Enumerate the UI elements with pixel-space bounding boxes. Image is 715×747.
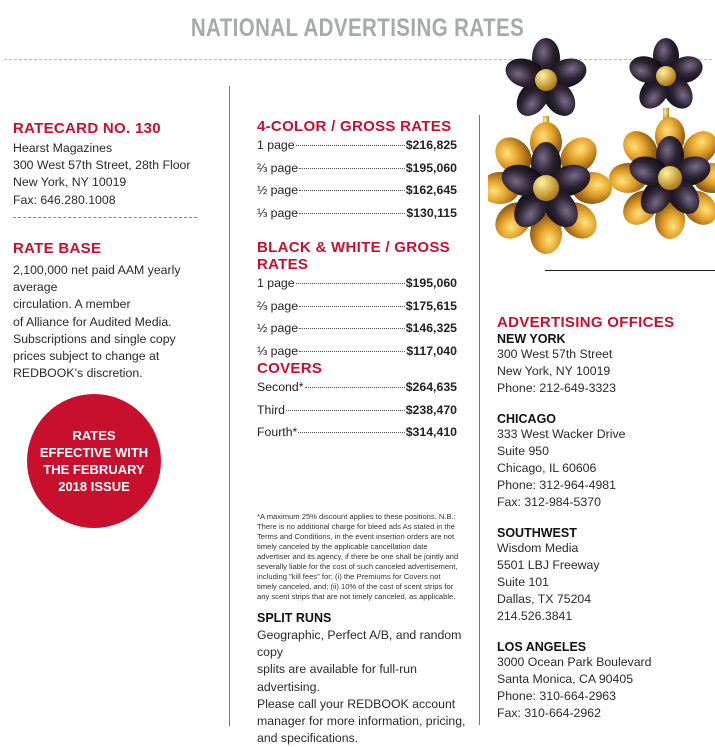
rate-label: ½ page	[257, 321, 299, 336]
covers-section	[257, 360, 457, 448]
effective-date-badge	[27, 394, 161, 528]
bw-section	[257, 239, 457, 366]
badge-line: RATES	[72, 428, 116, 443]
column-divider	[479, 115, 480, 725]
rate-value: $162,645	[405, 183, 457, 198]
office-los-angeles	[497, 640, 707, 723]
rate-base-line: circulation. A member	[13, 297, 131, 312]
four-color-section	[257, 118, 457, 228]
rate-row	[257, 321, 457, 344]
split-runs-line: splits are available for full-run advertising.	[257, 662, 417, 694]
rate-row	[257, 403, 457, 426]
fine-print: *A maximum 25% discount applies to these positions. N.B.: There is no additional charge for bleed ads As stated in the Terms and Conditions, in the event insertion orders are not timely canceled by the applicable cancellation date advertiser and its agency, if there be one shall be jointly and severally liable for the cost of such canceled advertisement, including "kill fees" for: (i) the Premiums for Covers not timely canceled, and; (ii) 10% of the cost of scent strips for any scent strips that are not timely canceled, as applicable.	[257, 512, 459, 601]
rate-row	[257, 183, 457, 206]
rate-row	[257, 161, 457, 184]
rate-row	[257, 206, 457, 229]
rate-value: $238,470	[405, 402, 457, 417]
split-runs-line: Geographic, Perfect A/B, and random copy	[257, 628, 462, 660]
split-runs-line: manager for more information, pricing,	[257, 714, 466, 729]
rate-row	[257, 299, 457, 322]
rate-label: Second*	[257, 380, 304, 394]
office-southwest	[497, 526, 707, 626]
rate-row	[257, 425, 457, 448]
ratecard-line: 300 West 57th Street, 28th Floor	[13, 158, 191, 173]
bw-heading: BLACK & WHITE / GROSS RATES	[257, 239, 450, 273]
office-line: 5501 LBJ Freeway	[497, 557, 600, 572]
office-line: Suite 950	[497, 443, 549, 458]
rate-label: ⅓ page	[257, 343, 299, 358]
rate-value: $314,410	[405, 425, 457, 440]
office-line: Fax: 312-984-5370	[497, 495, 601, 510]
offices-heading: ADVERTISING OFFICES	[497, 314, 675, 331]
office-line: Suite 101	[497, 575, 549, 590]
rate-label: ⅔ page	[257, 298, 299, 313]
office-name: CHICAGO	[497, 411, 557, 426]
rate-value: $175,615	[405, 298, 457, 313]
rate-row	[257, 138, 457, 161]
rate-value: $195,060	[405, 160, 457, 175]
ratecard-line: New York, NY 10019	[13, 175, 127, 190]
badge-line: EFFECTIVE WITH	[39, 445, 149, 460]
earrings-photo	[488, 28, 715, 278]
page-title: NATIONAL ADVERTISING RATES	[190, 14, 525, 42]
split-runs-line: and specifications.	[257, 731, 359, 746]
four-color-heading: 4-COLOR / GROSS RATES	[257, 118, 452, 135]
office-line: Chicago, IL 60606	[497, 461, 597, 476]
rate-label: ⅓ page	[257, 205, 299, 220]
office-name: NEW YORK	[497, 332, 566, 346]
photo-underline	[545, 270, 715, 271]
rate-base-line: 2,100,000 net paid AAM yearly average	[13, 263, 181, 295]
rate-value: $216,825	[405, 138, 457, 152]
section-divider	[13, 217, 197, 218]
office-name: LOS ANGELES	[497, 639, 587, 654]
covers-heading: COVERS	[257, 360, 323, 377]
badge-line: 2018 ISSUE	[58, 479, 130, 494]
office-chicago	[497, 412, 707, 512]
ratecard-line: Hearst Magazines	[13, 141, 113, 155]
office-line: Santa Monica, CA 90405	[497, 671, 634, 686]
office-line: Wisdom Media	[497, 540, 579, 555]
rate-value: $117,040	[406, 343, 457, 358]
rate-label: ⅔ page	[257, 160, 299, 175]
office-line: 300 West 57th Street	[497, 347, 613, 361]
rate-base-line: Subscriptions and single copy	[13, 331, 176, 346]
column-divider	[229, 86, 230, 726]
ratecard-heading: RATECARD NO. 130	[13, 120, 161, 137]
rate-label: Fourth*	[257, 425, 298, 440]
office-line: Dallas, TX 75204	[497, 592, 592, 607]
office-line: Phone: 310-664-2963	[497, 689, 616, 704]
rate-base-line: prices subject to change at	[13, 349, 160, 364]
office-line: 333 West Wacker Drive	[497, 426, 626, 441]
rate-label: 1 page	[257, 276, 295, 290]
rate-base-heading: RATE BASE	[13, 240, 102, 257]
ratecard-section	[13, 120, 203, 209]
rate-value: $130,115	[406, 205, 457, 220]
rate-label: 1 page	[257, 138, 295, 152]
offices-section	[497, 314, 707, 722]
office-line: Fax: 310-664-2962	[497, 706, 601, 721]
rate-label: ½ page	[257, 183, 299, 198]
split-runs-heading: SPLIT RUNS	[257, 611, 332, 625]
office-line: 214.526.3841	[497, 609, 573, 624]
rate-base-line: REDBOOK’s discretion.	[13, 366, 143, 381]
rate-row	[257, 276, 457, 299]
rate-base-line: of Alliance for Audited Media.	[13, 314, 172, 329]
rate-base-section	[13, 240, 208, 382]
rate-value: $146,325	[405, 321, 457, 336]
office-line: New York, NY 10019	[497, 364, 611, 379]
split-runs-line: Please call your REDBOOK account	[257, 696, 456, 711]
office-line: Phone: 312-964-4981	[497, 478, 616, 493]
rate-row	[257, 380, 457, 403]
office-new-york	[497, 332, 707, 398]
office-name: SOUTHWEST	[497, 525, 577, 540]
rate-value: $264,635	[405, 380, 457, 394]
office-line: Phone: 212-649-3323	[497, 381, 616, 396]
rate-label: Third	[257, 402, 286, 417]
ratecard-line: Fax: 646.280.1008	[13, 192, 116, 207]
office-line: 3000 Ocean Park Boulevard	[497, 654, 652, 669]
split-runs-section	[257, 611, 467, 747]
badge-line: THE FEBRUARY	[43, 462, 145, 477]
rate-value: $195,060	[405, 276, 457, 290]
